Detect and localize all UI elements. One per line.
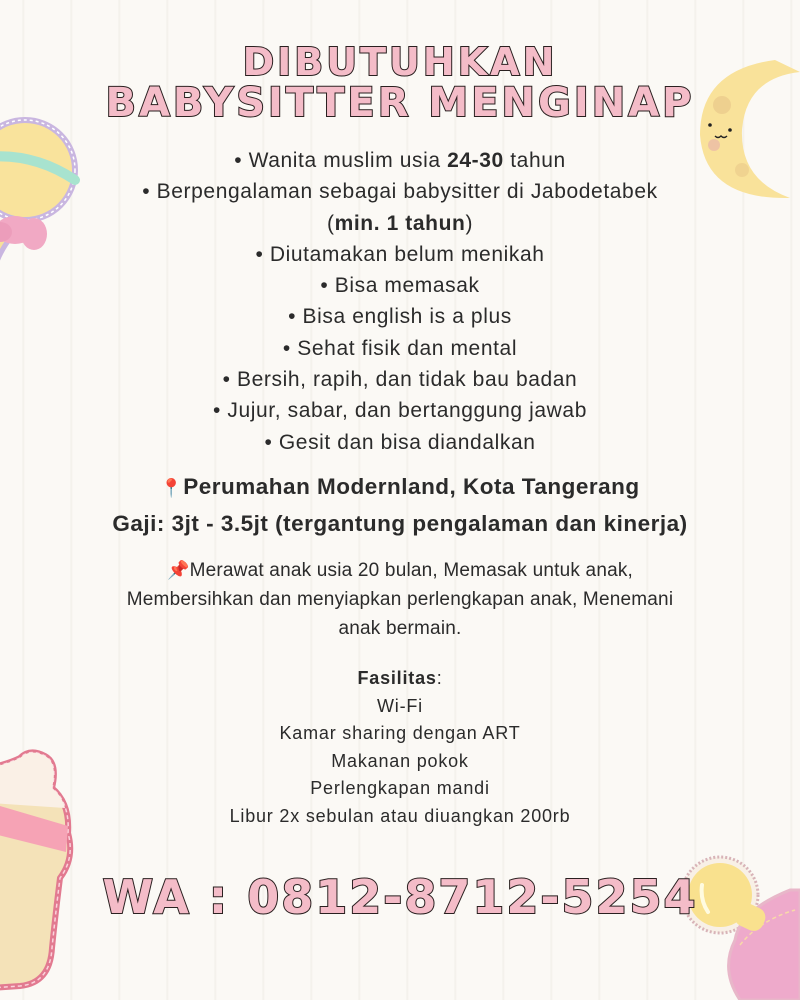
- facility-item: Makanan pokok: [331, 750, 469, 771]
- whatsapp-contact: WA : 0812-8712-5254: [102, 870, 698, 924]
- pushpin-icon: 📌: [166, 560, 190, 580]
- requirement-item: • Gesit dan bisa diandalkan: [264, 430, 536, 454]
- requirement-item: • Jujur, sabar, dan bertanggung jawab: [213, 399, 587, 423]
- salary: Gaji: 3jt - 3.5jt (tergantung pengalaman dan kinerja): [112, 511, 688, 536]
- job-info: [0, 469, 800, 542]
- title-line-2: BABYSITTER MENGINAP: [105, 80, 695, 126]
- location: 📍Perumahan Modernland, Kota Tangerang: [160, 474, 640, 499]
- requirement-item: • Diutamakan belum menikah: [255, 242, 545, 266]
- requirement-item: • Bersih, rapih, dan tidak bau badan: [222, 368, 578, 392]
- facilities: [0, 665, 800, 830]
- facility-item: Perlengkapan mandi: [310, 778, 490, 798]
- requirement-item: • Wanita muslim usia 24-30 tahun: [234, 149, 566, 172]
- facility-item: Kamar sharing dengan ART: [279, 723, 521, 743]
- requirement-item: • Bisa memasak: [320, 274, 480, 298]
- facilities-heading: Fasilitas:: [357, 668, 443, 688]
- requirement-item: (min. 1 tahun): [326, 211, 474, 235]
- facility-item: Libur 2x sebulan atau diuangkan 200rb: [229, 805, 571, 826]
- duties: 📌Merawat anak usia 20 bulan, Memasak untuk anak, Membersihkan dan menyiapkan perlengkapan anak, Menemani anak bermain.: [126, 560, 674, 639]
- location-pin-icon: 📍: [160, 478, 184, 498]
- requirement-item: • Bisa english is a plus: [288, 305, 512, 329]
- requirement-item: • Berpengalaman sebagai babysitter di Jabodetabek: [142, 180, 658, 204]
- requirements-list: [0, 145, 800, 458]
- requirement-item: • Sehat fisik dan mental: [282, 336, 518, 360]
- title-line-1: DIBUTUHKAN: [242, 40, 558, 84]
- facility-item: Wi-Fi: [377, 695, 423, 716]
